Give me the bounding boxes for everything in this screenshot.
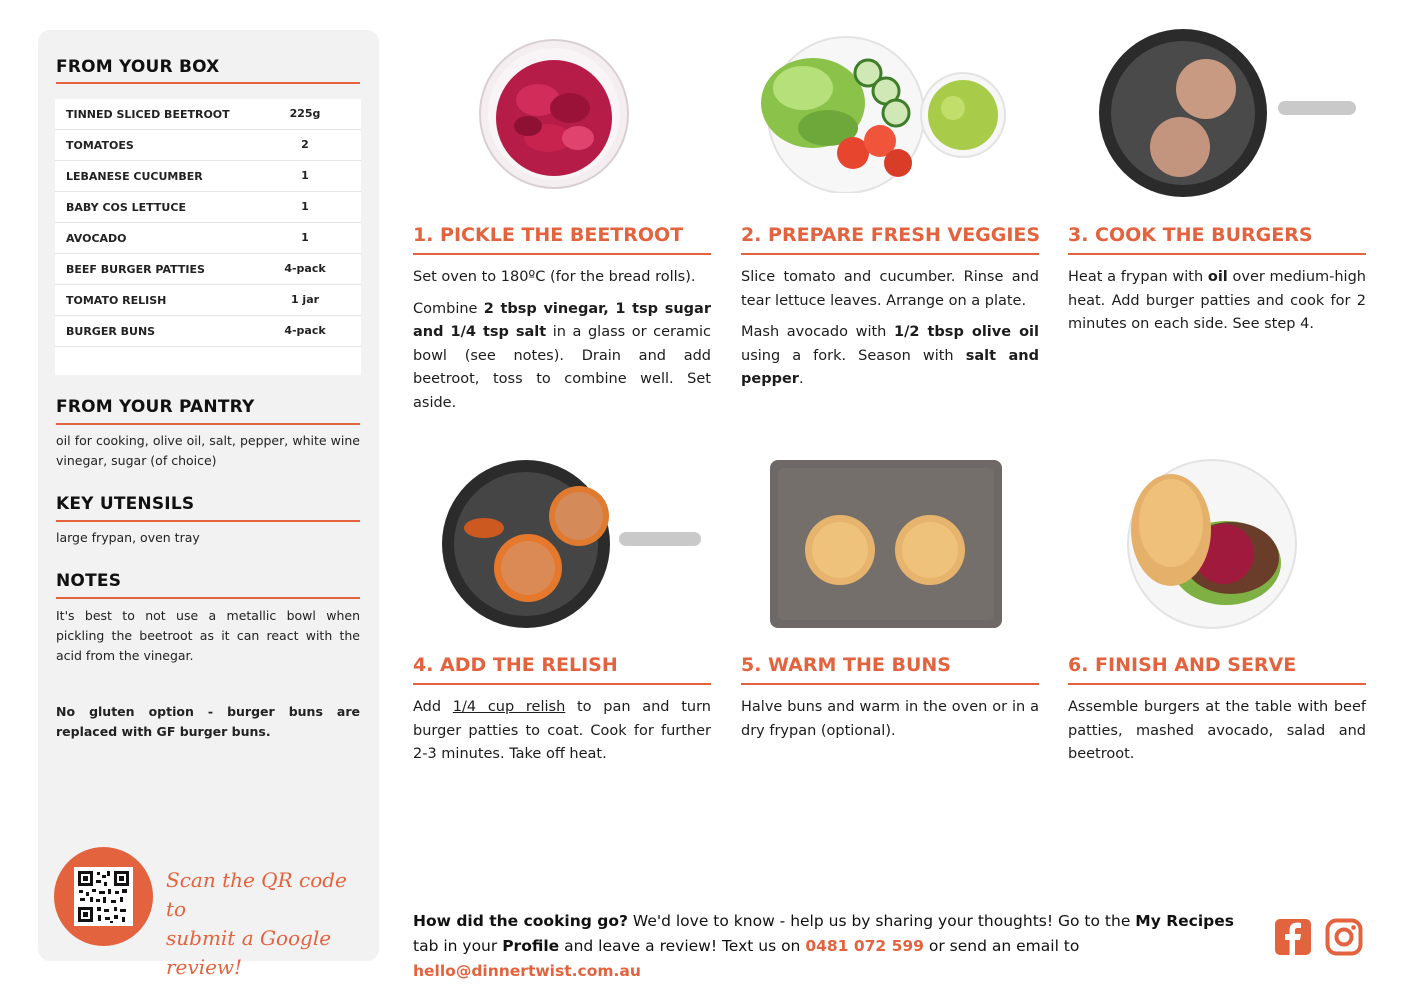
- step-5-text: [741, 696, 1039, 751]
- table-row: [55, 99, 361, 130]
- qr-caption-line1: Scan the QR code to: [166, 868, 347, 921]
- step-1-title: 1. PICKLE THE BEETROOT: [413, 224, 684, 246]
- step-4-text: [413, 696, 711, 775]
- utensils-heading-rule: [56, 520, 360, 522]
- step-2-rule: [741, 253, 1039, 255]
- step-1-rule: [413, 253, 711, 255]
- ingredient-qty: 1: [301, 231, 309, 244]
- ingredient-name: LEBANESE CUCUMBER: [66, 170, 203, 183]
- table-row: [55, 130, 361, 161]
- review-footer: How did the cooking go? We'd love to know - help us by sharing your thoughts! Go to the My Recipes tab in your Profile and leave a review! Text us on 0481 072 599 or send an email to hello@dinnertwist.com.au: [413, 912, 1234, 980]
- facebook-icon[interactable]: [1274, 918, 1312, 956]
- veggies-plate-photo: [758, 33, 1008, 193]
- table-row: [55, 223, 361, 254]
- qr-caption: [166, 866, 366, 982]
- table-row: [55, 254, 361, 285]
- ingredient-name: BURGER BUNS: [66, 325, 156, 338]
- step-3-title: 3. COOK THE BURGERS: [1068, 224, 1313, 246]
- step-4-title: 4. ADD THE RELISH: [413, 654, 618, 676]
- step-2-text: [741, 266, 1039, 400]
- profile-label: Profile: [502, 937, 560, 955]
- step-1-text: [413, 266, 711, 423]
- ingredients-table: [55, 99, 361, 375]
- instagram-icon[interactable]: [1325, 918, 1363, 956]
- table-row: [55, 161, 361, 192]
- email-link[interactable]: hello@dinnertwist.com.au: [413, 962, 641, 980]
- step-3-rule: [1068, 253, 1366, 255]
- step-4-rule: [413, 683, 711, 685]
- step-5-para-1: Halve buns and warm in the oven or in a dry frypan (optional).: [741, 699, 1039, 739]
- qr-badge[interactable]: [54, 847, 153, 946]
- ingredient-name: TOMATOES: [66, 139, 134, 152]
- box-heading: FROM YOUR BOX: [56, 57, 220, 77]
- footer-question: How did the cooking go?: [413, 912, 628, 930]
- step-2-para-1: Slice tomato and cucumber. Rinse and tear lettuce leaves. Arrange on a plate.: [741, 269, 1039, 309]
- frypan-patties-photo: [1088, 29, 1358, 199]
- notes-heading-rule: [56, 597, 360, 599]
- step-5-rule: [741, 683, 1039, 685]
- beetroot-bowl-photo: [478, 38, 630, 190]
- finished-burger-photo: [1126, 458, 1298, 630]
- ingredient-name: BABY COS LETTUCE: [66, 201, 186, 214]
- qr-code-icon[interactable]: [74, 867, 133, 926]
- pantry-heading-rule: [56, 423, 360, 425]
- qr-caption-line2: submit a Google review!: [166, 926, 332, 979]
- step-6-para-1: Assemble burgers at the table with beef patties, mashed avocado, salad and beetroot.: [1068, 699, 1366, 762]
- utensils-text: large frypan, oven tray: [56, 530, 200, 545]
- step-5-title: 5. WARM THE BUNS: [741, 654, 951, 676]
- notes-text: It's best to not use a metallic bowl when pickling the beetroot as it can react with the acid from the vinegar.: [56, 608, 360, 663]
- table-row: [55, 192, 361, 223]
- step-1-para-1: Set oven to 180ºC (for the bread rolls).: [413, 269, 696, 285]
- pantry-text: oil for cooking, olive oil, salt, pepper, white wine vinegar, sugar (of choice): [56, 433, 360, 468]
- gluten-free-note: No gluten option - burger buns are replaced with GF burger buns.: [56, 704, 360, 739]
- sidebar: [38, 30, 379, 979]
- step-6-text: [1068, 696, 1366, 775]
- step-1-para-2: Combine 2 tbsp vinegar, 1 tsp sugar and 1/4 tsp salt in a glass or ceramic bowl (see notes). Drain and add beetroot, toss to combine well. Set aside.: [413, 300, 711, 411]
- notes-heading: NOTES: [56, 571, 122, 591]
- ingredient-qty: 225g: [289, 107, 321, 120]
- step-3-text: [1068, 266, 1366, 345]
- table-row: [55, 285, 361, 316]
- pantry-heading: FROM YOUR PANTRY: [56, 397, 255, 417]
- step-3-para-1: Heat a frypan with oil over medium-high heat. Add burger patties and cook for 2 minutes on each side. See step 4.: [1068, 269, 1366, 332]
- utensils-heading: KEY UTENSILS: [56, 494, 195, 514]
- frypan-relish-photo: [424, 458, 704, 630]
- box-heading-rule: [56, 82, 360, 84]
- phone-link[interactable]: 0481 072 599: [805, 937, 924, 955]
- ingredient-name: AVOCADO: [66, 232, 127, 245]
- ingredient-qty: 1 jar: [290, 293, 320, 306]
- step-2-title: 2. PREPARE FRESH VEGGIES: [741, 224, 1041, 246]
- step-4-para-1: Add 1/4 cup relish to pan and turn burger patties to coat. Cook for further 2-3 minutes. Take off heat.: [413, 699, 711, 762]
- step-6-rule: [1068, 683, 1366, 685]
- ingredient-qty: 2: [301, 138, 309, 151]
- oven-tray-buns-photo: [768, 458, 1004, 630]
- my-recipes-label: My Recipes: [1135, 912, 1234, 930]
- ingredient-name: BEEF BURGER PATTIES: [66, 263, 205, 276]
- step-2-para-2: Mash avocado with 1/2 tbsp olive oil using a fork. Season with salt and pepper.: [741, 324, 1039, 387]
- step-6-title: 6. FINISH AND SERVE: [1068, 654, 1297, 676]
- ingredient-name: TINNED SLICED BEETROOT: [66, 108, 230, 121]
- ingredient-qty: 4-pack: [284, 262, 326, 275]
- ingredient-qty: 1: [301, 200, 309, 213]
- table-row: [55, 316, 361, 347]
- ingredient-qty: 1: [301, 169, 309, 182]
- ingredient-name: TOMATO RELISH: [66, 294, 167, 307]
- ingredient-qty: 4-pack: [284, 324, 326, 337]
